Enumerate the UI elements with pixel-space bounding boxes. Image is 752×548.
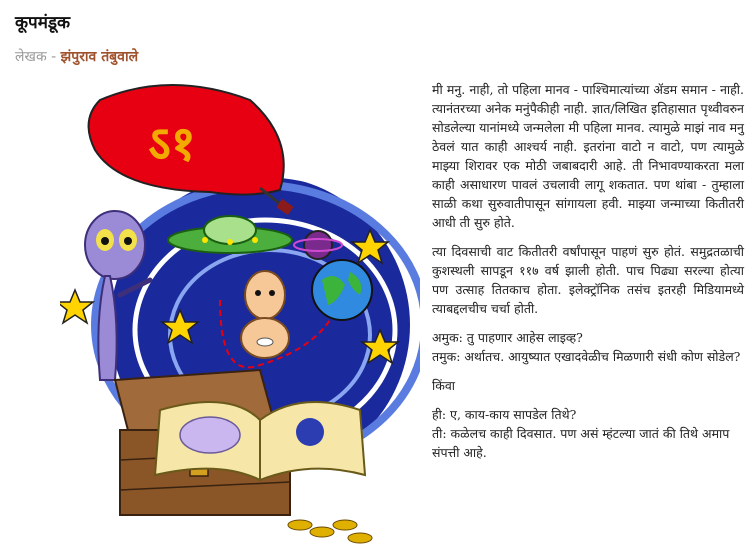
paragraph-1: मी मनु. नाही, तो पहिला मानव - पाश्चिमात्यांच्या ॲडम समान - नाही. त्यानंतरच्या अनेक मनुंपैकीही नाही. ज्ञात/लिखित इतिहासात पृथ्वीवरुन सोडलेल्या यानांमध्ये जन्मलेला मी पहिला मानव. त्यामुळे माझं नाव मनु ठेवलं यात काही आश्चर्य नाही. इतरांना वाटो न वाटो, पण त्यामुळे माझ्या शिरावर एक मोठी जबाबदारी आहे. ती निभावण्याकरता मला काही असाधारण पावलं उचलावी लागू शकतात. पण थांबा - तुम्हाला साळी कथा सुरुवातीपासून सांगायला हवी. माझ्या जन्माच्या कितीतरी आधी ती सुरु होते. [432, 82, 744, 230]
author-link[interactable]: झंपुराव तंबुवाले [60, 49, 139, 65]
separator-or: किंवा [432, 378, 456, 393]
gold-coins [288, 520, 372, 543]
paragraph-2: त्या दिवसाची वाट कितीतरी वर्षांपासून पाहणं सुरु होतं. समुद्रतळाची कुशस्थली सापडून ११७ वर्ष झाली होती. पाच पिढ्या सरल्या होत्या पण उत्साह तितकाच होता. इलेक्ट्रॉनिक तसंच इतरही मिडियामध्ये त्याबद्दलचीच चर्चा होती. [432, 244, 744, 316]
byline [15, 47, 138, 66]
story-illustration [60, 80, 420, 548]
dialogue-1b: तमुक: अर्थातच. आयुष्यात एखादवेळीच मिळणारी संधी कोण सोडेल? [432, 349, 741, 364]
dialogue-2a: ही: ए, काय-काय सापडेल तिथे? [432, 407, 577, 422]
dialogue-1a: अमुक: तु पाहणार आहेस लाइव्ह? [432, 330, 583, 345]
byline-label: लेखक [15, 49, 47, 65]
dialogue-2b: ती: कळेलच काही दिवसात. पण असं म्हंटल्या जातं की तिथे अमाप संपत्ती आहे. [432, 426, 730, 460]
balloon-symbol: ऽ१ [148, 116, 196, 172]
article-body [432, 80, 744, 462]
byline-separator: - [46, 49, 61, 65]
article-title: कूपमंडूक [15, 13, 71, 33]
